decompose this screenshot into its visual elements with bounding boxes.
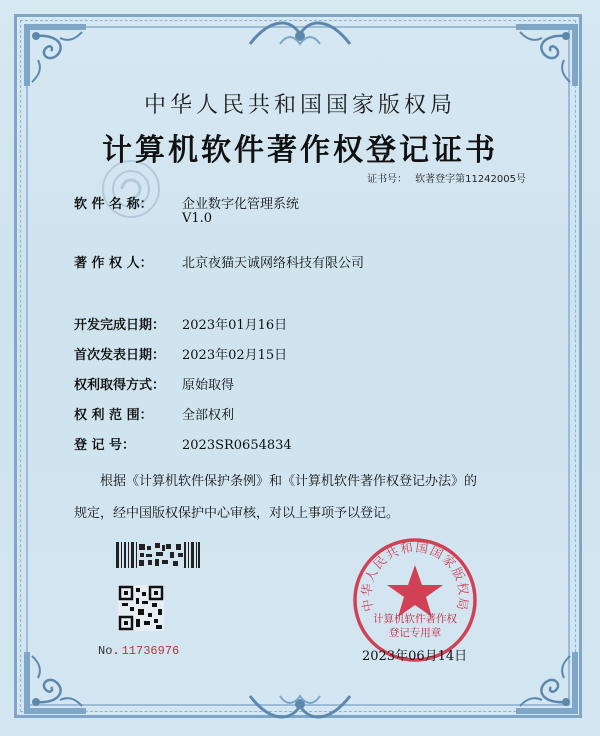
field-label: 著 作 权 人： bbox=[74, 256, 153, 271]
field-registration-number bbox=[74, 434, 292, 453]
field-label: 权 利 范 围： bbox=[74, 408, 153, 423]
field-publish-date bbox=[74, 344, 287, 363]
field-completion-date bbox=[74, 314, 287, 333]
seal-line: 计算机软件著作权 bbox=[373, 613, 457, 625]
field-value: 企业数字化管理系统 bbox=[182, 197, 300, 212]
statement-line: 规定，经中国版权保护中心审核，对以上事项予以登记。 bbox=[74, 506, 400, 521]
certificate-number-value: 软著登字第11242005号 bbox=[415, 174, 526, 185]
field-label: 权利取得方式： bbox=[74, 378, 166, 393]
field-label: 软 件 名 称： bbox=[74, 197, 153, 212]
issuing-authority: 中华人民共和国国家版权局 bbox=[143, 93, 456, 118]
field-acquisition-method bbox=[74, 374, 234, 393]
barcode-icon bbox=[116, 542, 200, 568]
certificate-title: 计算机软件著作权登记证书 bbox=[102, 133, 498, 168]
certificate-number-label: 证书号： bbox=[367, 174, 408, 185]
field-value: 2023年01月16日 bbox=[182, 318, 288, 333]
statement-paragraph bbox=[74, 466, 534, 530]
issue-date: 2023年06月14日 bbox=[362, 649, 468, 664]
field-label: 首次发表日期： bbox=[74, 348, 166, 363]
statement-line: 根据《计算机软件保护条例》和《计算机软件著作权登记办法》的 bbox=[100, 474, 478, 489]
top-ornament-icon bbox=[240, 14, 360, 54]
serial-value: 11736976 bbox=[121, 644, 180, 658]
software-version: V1.0 bbox=[182, 211, 213, 226]
field-label: 登 记 号： bbox=[74, 438, 136, 453]
field-value: 2023年02月15日 bbox=[182, 348, 288, 363]
field-value: 北京夜猫天诚网络科技有限公司 bbox=[182, 256, 365, 271]
serial-number bbox=[98, 644, 179, 658]
qr-code-icon bbox=[118, 585, 164, 631]
seal-caption bbox=[365, 612, 465, 640]
seal-line: 登记专用章 bbox=[388, 627, 442, 639]
serial-prefix: No. bbox=[98, 644, 120, 658]
field-software-name bbox=[74, 193, 299, 212]
field-value: 全部权利 bbox=[182, 408, 235, 423]
svg-text:中华人民共和国国家版权局: 中华人民共和国国家版权局 bbox=[358, 539, 472, 613]
corner-ornament-icon bbox=[20, 648, 90, 718]
corner-ornament-icon bbox=[20, 20, 90, 90]
corner-ornament-icon bbox=[512, 648, 582, 718]
field-label: 开发完成日期： bbox=[74, 318, 166, 333]
field-rights-scope bbox=[74, 404, 234, 423]
corner-ornament-icon bbox=[512, 20, 582, 90]
field-value: 2023SR0654834 bbox=[182, 438, 292, 453]
field-copyright-owner bbox=[74, 252, 364, 271]
field-value: 原始取得 bbox=[182, 378, 235, 393]
bottom-ornament-icon bbox=[240, 686, 360, 726]
certificate-number bbox=[367, 170, 526, 185]
